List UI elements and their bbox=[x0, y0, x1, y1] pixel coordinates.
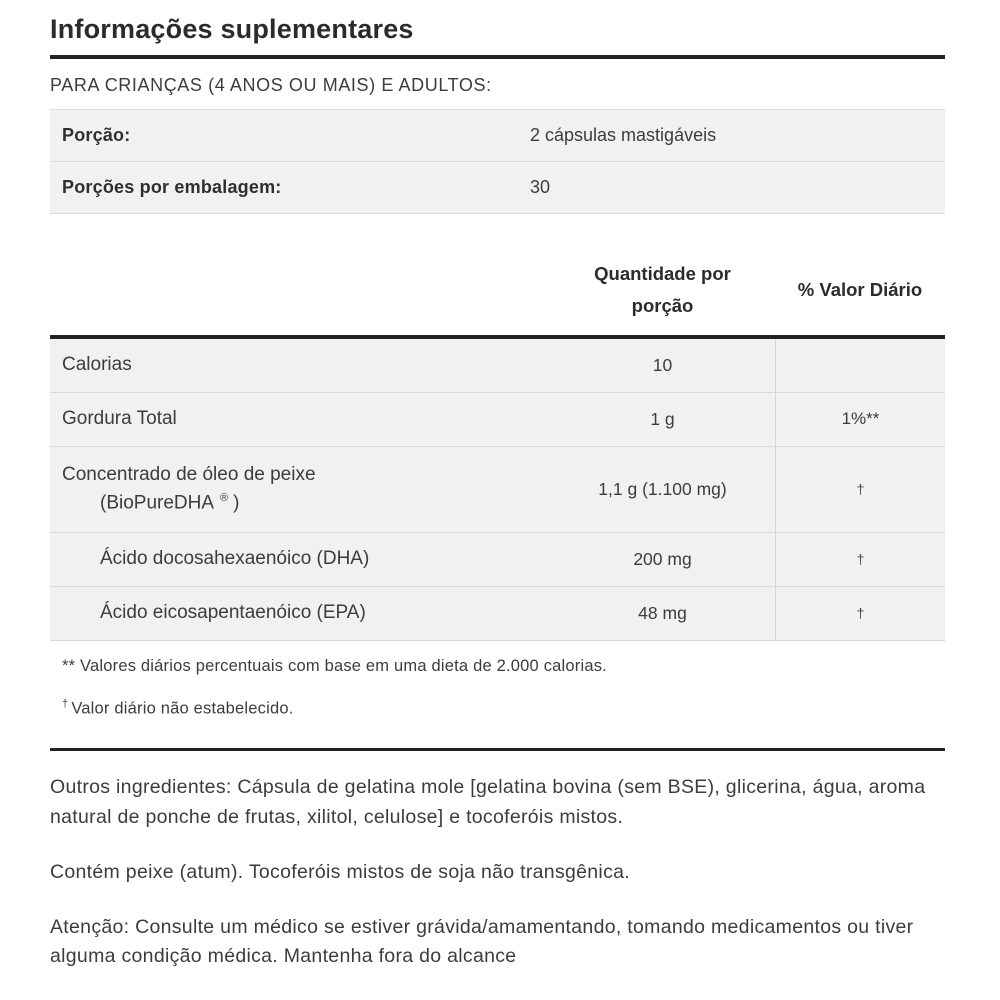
table-row-total-fat bbox=[50, 393, 945, 447]
table-header-daily-value: % Valor Diário bbox=[797, 279, 923, 301]
nutrient-amount: 10 bbox=[652, 354, 673, 375]
nutrient-daily-value: 1%** bbox=[775, 393, 945, 446]
table-header-row bbox=[50, 258, 945, 335]
allergen-paragraph: Contém peixe (atum). Tocoferóis mistos de soja não transgênica. bbox=[50, 860, 630, 883]
serving-size-label: Porção: bbox=[62, 125, 131, 145]
footnote-daily-value-not-established: † Valor diário não estabelecido. bbox=[62, 697, 294, 718]
ingredients-and-warnings bbox=[50, 751, 945, 971]
footnote-percent-daily-value: ** Valores diários percentuais com base em uma dieta de 2.000 calorias. bbox=[62, 656, 607, 675]
warning-paragraph: Atenção: Consulte um médico se estiver grávida/amamentando, tomando medicamentos ou tiver alguma condição médica. Mantenha fora do alcance bbox=[50, 916, 914, 968]
nutrient-amount: 1 g bbox=[650, 408, 675, 429]
nutrient-amount: 200 mg bbox=[633, 548, 692, 569]
nutrient-name-line1: Concentrado de óleo de peixe bbox=[62, 464, 316, 486]
dagger-symbol: † bbox=[62, 697, 69, 710]
servings-per-container-label: Porções por embalagem: bbox=[62, 177, 282, 197]
serving-size-value: 2 cápsulas mastigáveis bbox=[530, 125, 717, 145]
nutrient-name bbox=[50, 454, 550, 524]
nutrient-name: Calorias bbox=[62, 354, 132, 376]
servings-per-container-value: 30 bbox=[530, 177, 551, 197]
audience-line: PARA CRIANÇAS (4 ANOS OU MAIS) E ADULTOS: bbox=[50, 59, 945, 110]
table-row-fish-oil-concentrate bbox=[50, 447, 945, 533]
nutrient-name: Ácido eicosapentaenóico (EPA) bbox=[100, 602, 366, 624]
other-ingredients-paragraph: Outros ingredientes: Cápsula de gelatina mole [gelatina bovina (sem BSE), glicerina, água, aroma natural de ponche de frutas, xilitol, celulose] e tocoferóis mistos. bbox=[50, 776, 926, 828]
nutrient-name: Gordura Total bbox=[62, 408, 177, 430]
footnotes bbox=[50, 641, 945, 745]
nutrient-daily-value: † bbox=[775, 533, 945, 586]
table-row-calories bbox=[50, 339, 945, 393]
nutrient-name: Ácido docosahexaenóico (DHA) bbox=[100, 548, 370, 570]
page-title: Informações suplementares bbox=[50, 0, 945, 59]
nutrient-daily-value: † bbox=[775, 587, 945, 640]
serving-size-row bbox=[50, 110, 945, 162]
servings-per-container-row bbox=[50, 162, 945, 214]
spacer bbox=[50, 214, 945, 258]
registered-trademark-symbol: ® bbox=[220, 492, 229, 505]
nutrient-name-line2: (BioPureDHA ® ) bbox=[100, 492, 240, 514]
table-row-dha bbox=[50, 533, 945, 587]
nutrient-amount: 1,1 g (1.100 mg) bbox=[598, 478, 727, 499]
nutrient-amount: 48 mg bbox=[638, 602, 687, 623]
nutrient-daily-value: † bbox=[775, 447, 945, 532]
table-header-amount-per-serving: Quantidade por porção bbox=[594, 263, 731, 317]
nutrient-table bbox=[50, 335, 945, 641]
nutrient-daily-value bbox=[775, 339, 945, 392]
table-row-epa bbox=[50, 587, 945, 641]
